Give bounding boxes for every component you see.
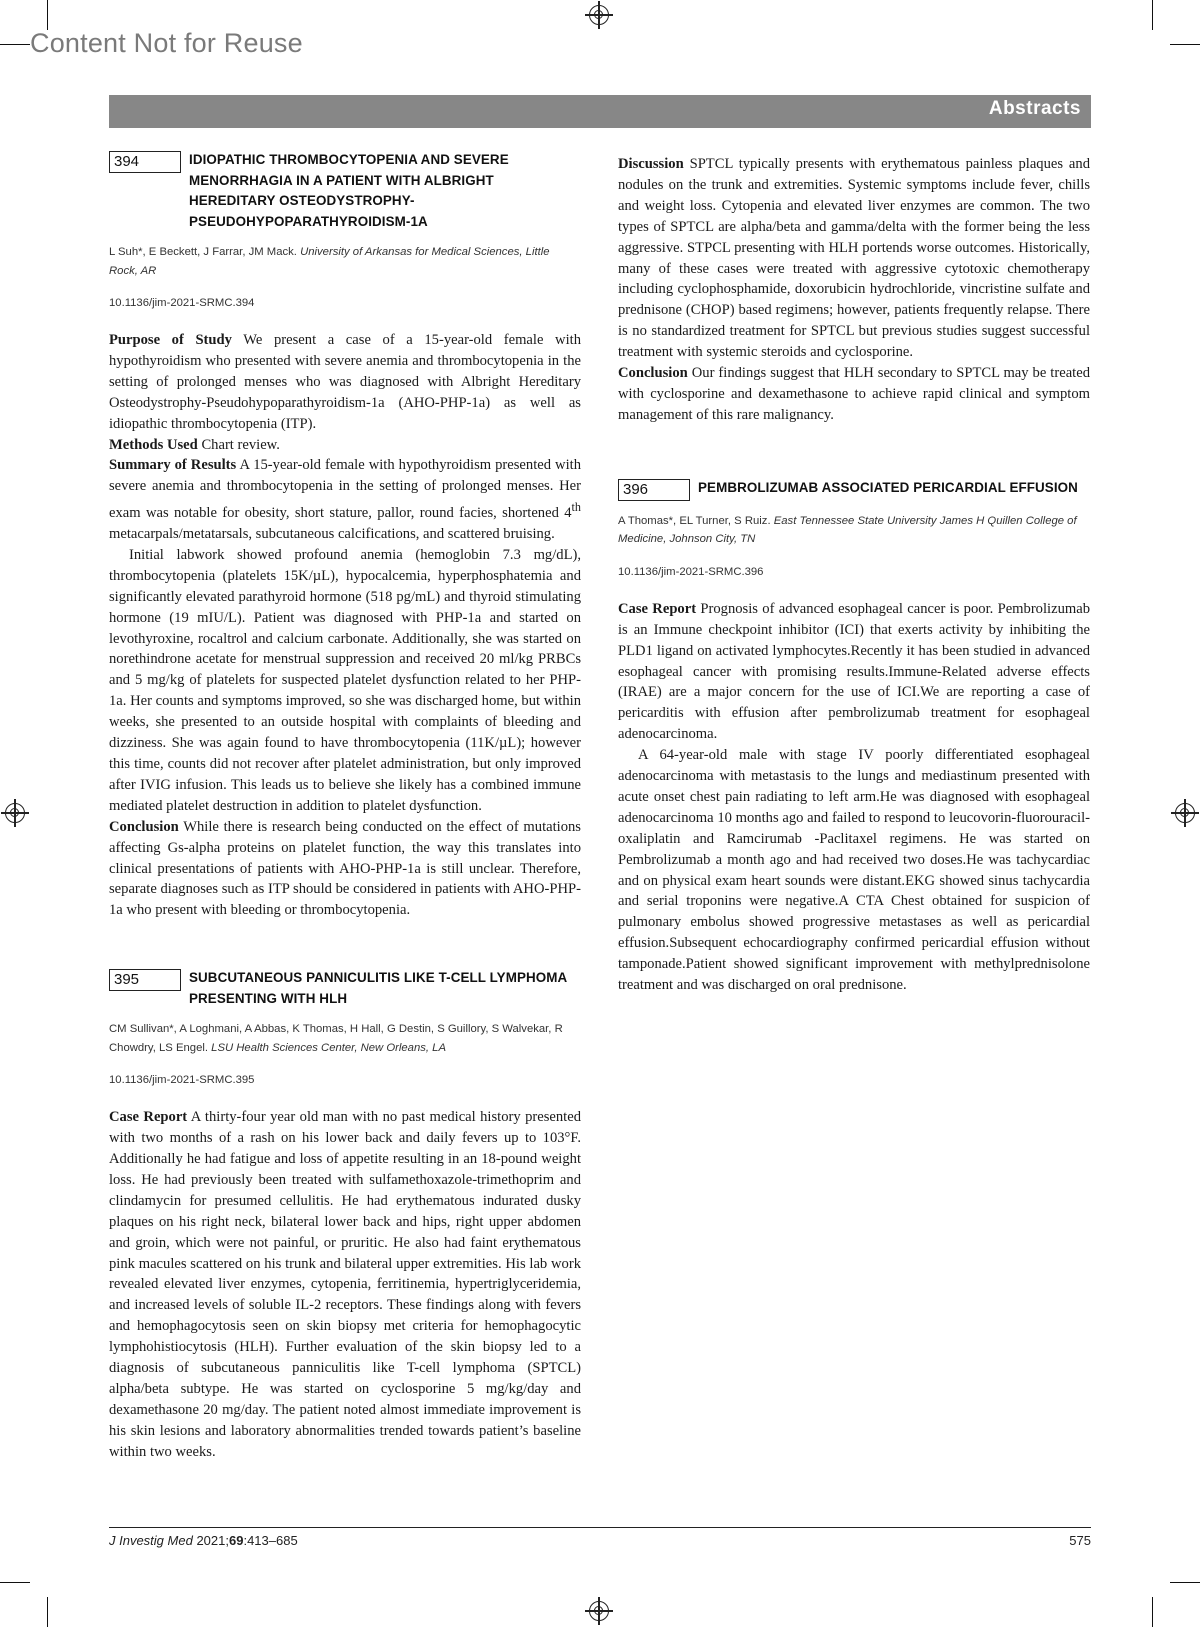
registration-mark-icon bbox=[589, 5, 609, 25]
abstract-396 bbox=[618, 478, 1090, 996]
crop-mark bbox=[1152, 0, 1153, 30]
registration-mark-icon bbox=[1175, 803, 1195, 823]
page-number: 575 bbox=[1069, 1533, 1091, 1548]
registration-mark-icon bbox=[5, 803, 25, 823]
abstract-authors bbox=[109, 243, 581, 280]
crop-mark bbox=[1170, 1582, 1200, 1583]
discussion-text: SPTCL typically presents with erythematous painless plaques and nodules on the trunk and extremities. Systemic symptoms include fever, chills and weight loss. Cytopenia and elevated liver enzymes are common. The two types of SPTCL are alpha/beta and gamma/delta with the former being the less aggressive. STPCL presenting with HLH portends worse outcomes. Historically, many of these cases were treated with aggressive cytotoxic chemotherapy including cyclophosphamide, doxorubicin hydrochloride, vincristine sulfate and prednisone (CHOP) based regimens; however, patients frequently relapse. There is no standardized treatment for SPTCL but previous studies suggest successful treatment with systemic steroids and cyclosporine. bbox=[618, 156, 1090, 361]
summary-superscript: th bbox=[571, 500, 581, 515]
conclusion-text: While there is research being conducted on the effect of mutations affecting Gs-alpha proteins on platelet function, the way this translates into clinical presentations of patients with AHO-PHP-1a is still unclear. Therefore, separate diagnoses such as ITP should be considered in patients with AHO-PHP-1a who present with bleeding or thrombocytopenia. bbox=[109, 818, 581, 919]
conclusion-text: Our findings suggest that HLH secondary to SPTCL may be treated with cyclosporine and dexamethasone to achieve rapid clinical and symptom management of this rare malignancy. bbox=[618, 365, 1090, 423]
summary-paragraph bbox=[109, 455, 581, 544]
journal-pages: :413–685 bbox=[243, 1533, 298, 1548]
abstract-number: 396 bbox=[618, 479, 690, 501]
author-list: L Suh*, E Beckett, J Farrar, JM Mack. bbox=[109, 246, 297, 258]
case-report-paragraph-2: A 64-year-old male with stage IV poorly differentiated esophageal adenocarcinoma with metastasis to the lungs and mediastinum presented with acute onset chest pain radiating to left arm.He was diagnosed with esophageal adenocarcinoma 10 months ago and failed to respond to leucovorin-fluorouracil-oxaliplatin and Ramcirumab -Paclitaxel regimens. He was started on Pembrolizumab a month ago and had received two doses.He was tachycardiac and on physical exam heart sounds were distant.EKG showed sinus tachycardia and serial troponins were negative.A CTA Chest obtained for suspicion of pulmonary embolus showed progressive metastases as well as pericardial effusion.Subsequent echocardiography confirmed pericardial effusion without tamponade.Patient showed significant improvement with methylprednisolone treatment and was discharged on oral prednisone. bbox=[618, 747, 1090, 994]
crop-mark bbox=[0, 44, 30, 45]
crop-mark bbox=[47, 0, 48, 30]
crop-mark bbox=[47, 1597, 48, 1627]
author-list: CM Sullivan*, A Loghmani, A Abbas, K Thomas, H Hall, G Destin, S Guillory, S Walvekar, R Chowdry, LS Engel. bbox=[109, 1023, 563, 1054]
abstract-header bbox=[618, 478, 1090, 501]
abstract-number: 394 bbox=[109, 151, 181, 173]
left-column bbox=[109, 150, 581, 1463]
abstract-authors bbox=[109, 1020, 581, 1057]
author-list: A Thomas*, EL Turner, S Ruiz. bbox=[618, 514, 771, 527]
registration-mark-icon bbox=[589, 1601, 609, 1621]
purpose-heading: Purpose of Study bbox=[109, 332, 232, 348]
author-affiliation: East Tennessee State University James H Quillen College of Medicine, Johnson City, TN bbox=[618, 514, 1077, 546]
crop-mark bbox=[1170, 44, 1200, 45]
summary-paragraph-2: Initial labwork showed profound anemia (hemoglobin 7.3 mg/dL), thrombocytopenia (platelets 15K/µL), hypocalcemia, hyperphosphatemia and significantly elevated parathyroid hormone (518 pg/mL) and thyroid stimulating hormone (19 mIU/L). Patient was diagnosed with PHP-1a and started on levothyroxine, rocaltrol and calcium carbonate. Additionally, she was started on norethindrone acetate for menstrual suppression and received 20 ml/kg PRBCs and 5 mg/kg of platelets for suspected platelet dysfunction related to her PHP-1a. Her counts and symptoms improved, so she was discharged home, but within weeks, she presented to an outside hospital with complaints of bleeding and dizziness. She was again found to have thrombocytopenia (11K/µL); however this time, counts did not recover after platelet administration, but only improved after IVIG infusion. This leads us to believe she likely has a combined immune mediated platelet destruction in addition to platelet dysfunction. bbox=[109, 546, 581, 814]
author-affiliation: University of Arkansas for Medical Sciences, Little Rock, AR bbox=[109, 246, 550, 277]
abstract-doi: 10.1136/jim-2021-SRMC.394 bbox=[109, 297, 255, 309]
conclusion-heading: Conclusion bbox=[618, 365, 688, 382]
journal-citation bbox=[109, 1533, 298, 1548]
right-column bbox=[618, 154, 1090, 996]
summary-heading: Summary of Results bbox=[109, 457, 237, 474]
abstract-authors bbox=[618, 512, 1090, 549]
journal-volume: 69 bbox=[229, 1533, 244, 1548]
summary-text-continued: metacarpals/metatarsals, subcutaneous calcifications, and scattered bruising. bbox=[109, 526, 555, 543]
methods-heading: Methods Used bbox=[109, 436, 198, 453]
discussion-heading: Discussion bbox=[618, 156, 684, 172]
abstract-header bbox=[109, 968, 581, 1009]
abstract-395 bbox=[109, 968, 581, 1462]
case-report-paragraph bbox=[109, 1107, 581, 1462]
conclusion-paragraph bbox=[618, 363, 1090, 426]
case-report-paragraph bbox=[618, 599, 1090, 745]
purpose-text: We present a case of a 15-year-old female with hypothyroidism who presented with severe anemia and thrombocytopenia in the setting of prolonged menses who was diagnosed with Albright Hereditary Osteodystrophy-Pseudohypoparathyroidism-1a (AHO-PHP-1a) as well as idiopathic thrombocytopenia (ITP). bbox=[109, 332, 581, 432]
methods-text: Chart review. bbox=[201, 436, 280, 453]
journal-name: J Investig Med bbox=[109, 1533, 193, 1548]
crop-mark bbox=[1152, 1597, 1153, 1627]
abstract-title: IDIOPATHIC THROMBOCYTOPENIA AND SEVERE MENORRHAGIA IN A PATIENT WITH ALBRIGHT HEREDITARY OSTEODYSTROPHY-PSEUDOHYPOPARATHYROIDISM-1A bbox=[189, 152, 509, 229]
crop-mark bbox=[0, 1582, 30, 1583]
purpose-paragraph bbox=[109, 330, 581, 435]
journal-year: 2021; bbox=[196, 1533, 229, 1548]
case-report-heading: Case Report bbox=[109, 1109, 188, 1126]
abstract-394 bbox=[109, 150, 581, 921]
summary-text: A 15-year-old female with hypothyroidism presented with severe anemia and thrombocytopenia in the setting of prolonged menses. Her exam was notable for obesity, short stature, pallor, round facies, shortened 4 bbox=[109, 457, 581, 522]
section-label: Abstracts bbox=[988, 98, 1081, 119]
conclusion-heading: Conclusion bbox=[109, 818, 179, 835]
abstract-doi: 10.1136/jim-2021-SRMC.396 bbox=[618, 565, 764, 578]
abstract-title: SUBCUTANEOUS PANNICULITIS LIKE T-CELL LYMPHOMA PRESENTING WITH HLH bbox=[189, 970, 567, 1006]
abstract-title: PEMBROLIZUMAB ASSOCIATED PERICARDIAL EFFUSION bbox=[698, 479, 1078, 495]
section-header-bar bbox=[109, 95, 1091, 128]
footer-rule bbox=[109, 1527, 1091, 1528]
abstract-number: 395 bbox=[109, 969, 181, 991]
conclusion-paragraph bbox=[109, 817, 581, 922]
case-report-heading: Case Report bbox=[618, 600, 697, 617]
watermark: Content Not for Reuse bbox=[30, 28, 303, 58]
methods-paragraph bbox=[109, 435, 581, 456]
abstract-doi: 10.1136/jim-2021-SRMC.395 bbox=[109, 1074, 255, 1087]
author-affiliation: LSU Health Sciences Center, New Orleans, LA bbox=[211, 1041, 446, 1054]
case-report-text: A thirty-four year old man with no past medical history presented with two months of a rash on his lower back and daily fevers up to 103°F. Additionally he had fatigue and loss of appetite resulting in an 18-pound weight loss. He had previously been treated with sulfamethoxazole-trimethoprim and clindamycin for presumed cellulitis. He had erythematous indurated dusky plaques on his right neck, bilateral lower back and hips, right upper abdomen and groin, which were not painful, or pruritic. He also had faint erythematous pink macules scattered on his trunk and bilateral upper extremities. His lab work revealed elevated liver enzymes, cytopenia, ferritinemia, hypertriglyceridemia, and increased levels of soluble IL-2 receptors. These findings along with fevers and hemophagocytosis seen on skin biopsy met criteria for hemophagocytic lymphohistiocytosis (HLH). Further evaluation of the skin biopsy led to a diagnosis of subcutaneous panniculitis like T-cell lymphoma (SPTCL) alpha/beta subtype. He was started on cyclosporine 5 mg/kg/day and dexamethasone 20 mg/day. The patient noted almost immediate improvement is his skin lesions and laboratory abnormalities trended towards patient’s baseline within two weeks. bbox=[109, 1109, 581, 1460]
discussion-paragraph bbox=[618, 154, 1090, 363]
case-report-text: Prognosis of advanced esophageal cancer is poor. Pembrolizumab is an Immune checkpoint inhibitor (ICI) that exerts activity by inhibiting the PLD1 ligand on activated lymphocytes.Recently it has been studied in advanced esophageal cancer with promising results.Immune-Related adverse effects (IRAE) are a major concern for the use of ICI.We are reporting a case of pericarditis with effusion after pembrolizumab treatment for esophageal adenocarcinoma. bbox=[618, 600, 1090, 743]
abstract-header bbox=[109, 150, 581, 232]
